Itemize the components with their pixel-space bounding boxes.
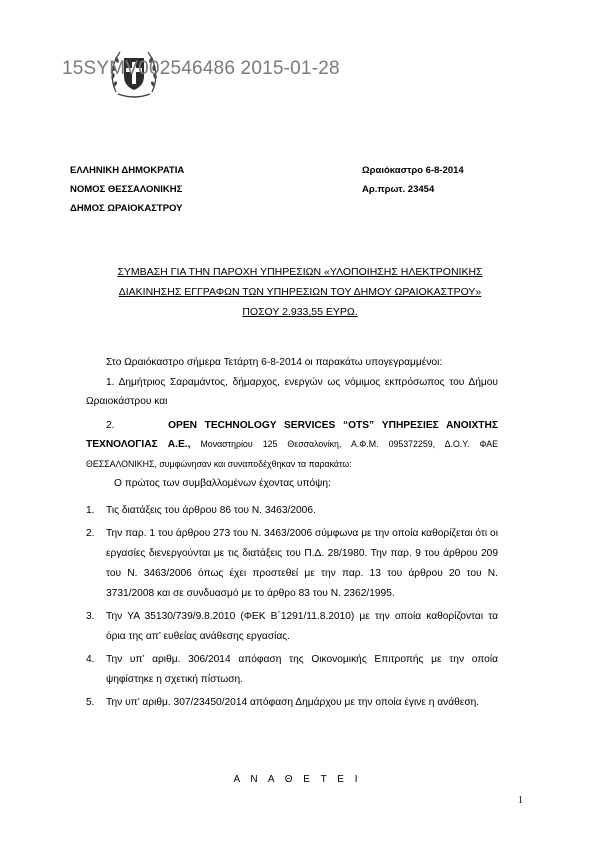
list-item-text: Την παρ. 1 του άρθρου 273 του Ν. 3463/2006 σύμφωνα με την οποία καθορίζεται ότι οι εργασίες διενεργούνται με τις διατάξεις του Π.Δ. 28/1980. Την παρ. 9 του άρθρου 209 του Ν. 3463/2006 όπως έχει προστεθεί με την παρ. 13 του άρθρου 20 του Ν. 3731/2008 και σε συνδυασμό με το άρθρο 83 του Ν. 2362/1995. <box>106 528 498 599</box>
considering-line: Ο πρώτος των συμβαλλομένων έχοντας υπόψη: <box>114 478 331 489</box>
protocol-number: Αρ.πρωτ. 23454 <box>362 184 435 195</box>
title-line-2: ΔΙΑΚΙΝΗΣΗΣ ΕΓΓΡΑΦΩΝ ΤΩΝ ΥΠΗΡΕΣΙΩΝ ΤΟΥ ΔΗΜΟΥ ΩΡΑΙΟΚΑΣΤΡΟΥ» <box>118 286 482 298</box>
party-2-number: 2. <box>106 419 115 431</box>
contract-body <box>86 353 498 494</box>
intro-paragraph: Στο Ωραιόκαστρο σήμερα Τετάρτη 6-8-2014 οι παρακάτω υπογεγραμμένοι: <box>106 357 443 368</box>
date-reference-block <box>362 161 464 199</box>
list-item <box>86 524 498 604</box>
party-1-paragraph: 1. Δημήτριος Σαραμάντος, δήμαρχος, ενεργών ως νόμιμος εκπρόσωπος του Δήμου Ωραιοκάστρου και <box>86 376 498 407</box>
issuer-header <box>70 161 184 218</box>
title-line-1: ΣΥΜΒΑΣΗ ΓΙΑ ΤΗΝ ΠΑΡΟΧΗ ΥΠΗΡΕΣΙΩΝ «ΥΛΟΠΟΙΗΣΗΣ ΗΛΕΚΤΡΟΝΙΚΗΣ <box>117 266 483 278</box>
document-stamp: 15SYMV002546486 2015-01-28 <box>62 58 340 79</box>
assigns-heading: Α Ν Α Θ Ε Τ Ε Ι <box>233 774 362 785</box>
party-2-details: Μοναστηρίου 125 Θεσσαλονίκη, Α.Φ.Μ. 095372259, Δ.Ο.Υ. ΦΑΕ ΘΕΣΣΑΛΟΝΙΚΗΣ, συμφώνησαν και συναποδέχθηκαν τα παρακάτω: <box>86 439 498 469</box>
page-number: 1 <box>518 795 523 806</box>
considerations-list <box>86 501 498 716</box>
title-line-3: ΠΟΣΟΥ 2.933,55 ΕΥΡΩ. <box>242 306 358 318</box>
contract-title <box>60 262 540 322</box>
document-date: Ωραιόκαστρο 6-8-2014 <box>362 165 464 176</box>
party-2-company-name: OPEN TECHNOLOGY SERVICES “OTS” ΥΠΗΡΕΣΙΕΣ ΑΝΟΙΧΤΗΣ ΤΕΧΝΟΛΟΓΙΑΣ Α.Ε., <box>86 419 498 450</box>
list-item-text: Τις διατάξεις του άρθρου 86 του Ν. 3463/2006. <box>106 505 316 516</box>
list-item-text: Την ΥΑ 35130/739/9.8.2010 (ΦΕΚ Β΄1291/11.8.2010) με την οποία καθορίζονται τα όρια της απ’ ευθείας ανάθεσης εργασίας. <box>106 611 498 642</box>
list-item-number: 5. <box>86 697 95 708</box>
list-item-number: 3. <box>86 611 95 622</box>
list-item-text: Την υπ’ αριθμ. 306/2014 απόφαση της Οικονομικής Επιτροπής με την οποία ψηφίστηκε η σχετική πίστωση. <box>106 654 498 685</box>
header-municipality: ΔΗΜΟΣ ΩΡΑΙΟΚΑΣΤΡΟΥ <box>70 203 183 214</box>
list-item-number: 2. <box>86 528 95 539</box>
list-item <box>86 650 498 690</box>
list-item <box>86 693 498 713</box>
list-item <box>86 607 498 647</box>
party-2-paragraph <box>86 416 498 475</box>
list-item-number: 4. <box>86 654 95 665</box>
list-item-text: Την υπ’ αριθμ. 307/23450/2014 απόφαση Δημάρχου με την οποία έγινε η ανάθεση. <box>106 697 480 708</box>
header-prefecture: ΝΟΜΟΣ ΘΕΣΣΑΛΟΝΙΚΗΣ <box>70 184 183 195</box>
list-item-number: 1. <box>86 505 95 516</box>
list-item <box>86 501 498 521</box>
header-country: ΕΛΛΗΝΙΚΗ ΔΗΜΟΚΡΑΤΙΑ <box>70 165 185 176</box>
